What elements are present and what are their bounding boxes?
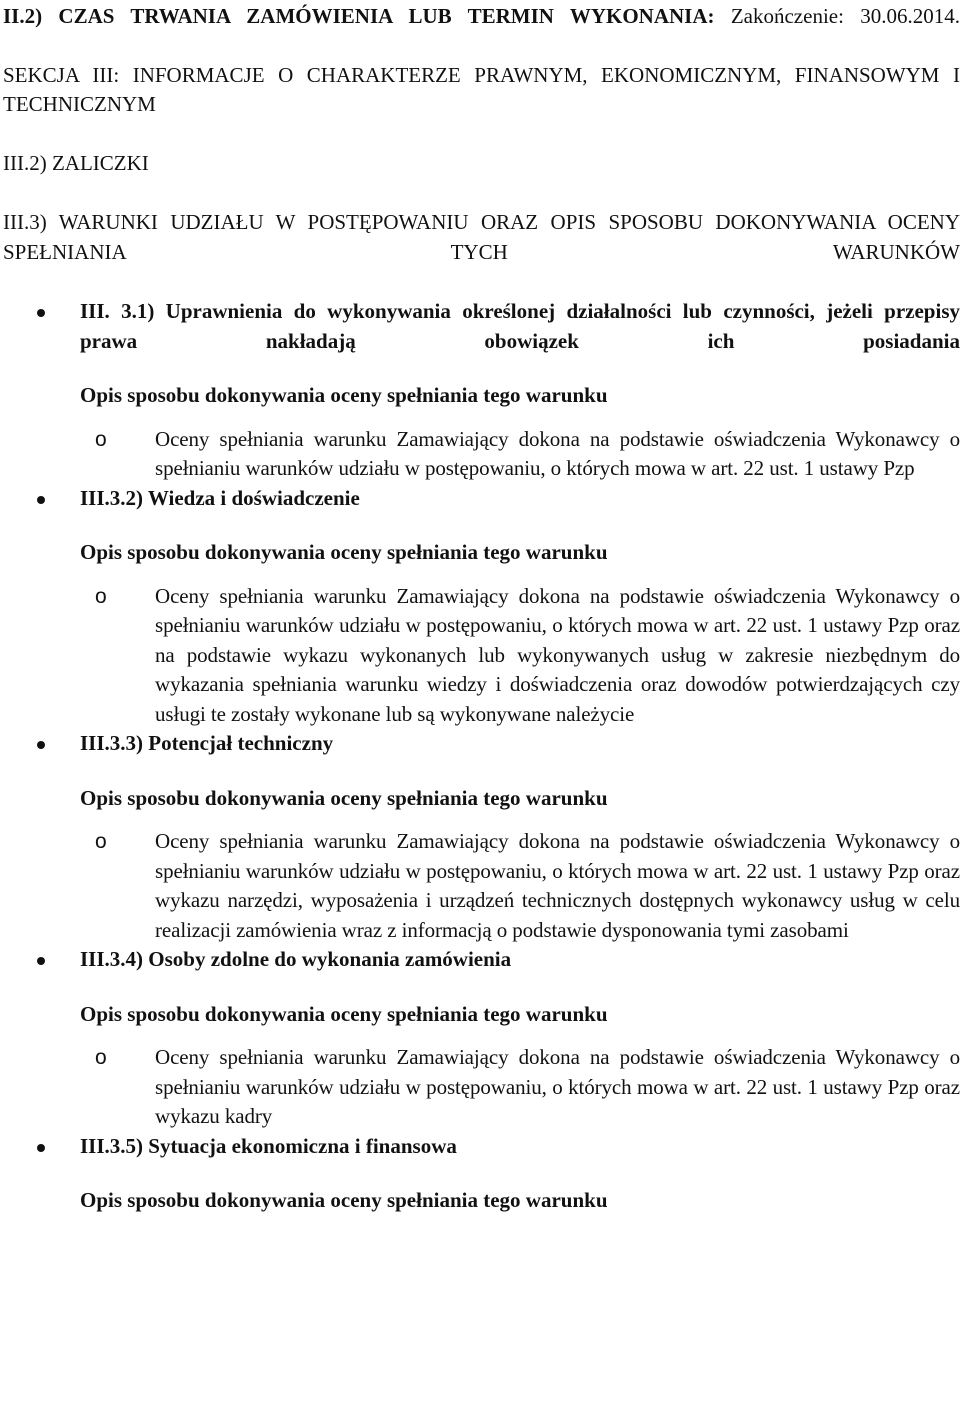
condition-title: III.3.4) Osoby zdolne do wykonania zamówienia — [80, 947, 512, 971]
assessment-item — [3, 582, 960, 730]
assessment-heading: Opis sposobu dokonywania oceny spełniania tego warunku — [80, 785, 608, 810]
bullet-marker — [37, 309, 45, 317]
assessment-heading: Opis sposobu dokonywania oceny spełniania tego warunku — [80, 383, 608, 407]
condition-item — [3, 484, 960, 730]
sub-bullet-marker: o — [95, 427, 107, 451]
section-ii2-label: II.2) CZAS TRWANIA ZAMÓWIENIA LUB TERMIN WYKONANIA: — [3, 4, 715, 28]
condition-item — [3, 297, 960, 484]
assessment-item — [3, 827, 960, 945]
section-iii2-heading: III.2) ZALICZKI — [3, 150, 149, 175]
sub-bullet-marker: o — [95, 584, 107, 608]
bullet-marker — [37, 957, 45, 965]
assessment-item — [3, 1043, 960, 1132]
conditions-list — [3, 297, 960, 1216]
assessment-list — [3, 582, 960, 730]
bullet-marker — [37, 1144, 45, 1152]
assessment-text: Oceny spełniania warunku Zamawiający dokona na podstawie oświadczenia Wykonawcy o spełnianiu warunków udziału w postępowaniu, o których mowa w art. 22 ust. 1 ustawy Pzp oraz na podstawie wykazu wykonanych lub wykonywanych usług w zakresie niezbędnym do wykazania spełniania warunku wiedzy i doświadczenia oraz dowodów potwierdzających czy usługi te zostały wykonane lub są wykonywane należycie — [155, 583, 960, 726]
section-ii2-value: Zakończenie: 30.06.2014. — [714, 4, 960, 28]
section-iii3-heading: III.3) WARUNKI UDZIAŁU W POSTĘPOWANIU ORAZ OPIS SPOSOBU DOKONYWANIA OCENY SPEŁNIANIA TYCH WARUNKÓW — [3, 210, 960, 264]
bullet-marker — [37, 496, 45, 504]
section-ii2 — [3, 2, 960, 32]
condition-title: III.3.2) Wiedza i doświadczenie — [80, 485, 360, 510]
condition-item — [3, 729, 960, 945]
bullet-marker — [37, 741, 45, 749]
condition-item — [3, 1132, 960, 1216]
sub-bullet-marker: o — [95, 1046, 107, 1069]
assessment-list — [3, 1043, 960, 1132]
assessment-list — [3, 425, 960, 484]
section-iii-heading: SEKCJA III: INFORMACJE O CHARAKTERZE PRAWNYM, EKONOMICZNYM, FINANSOWYM I TECHNICZNYM — [3, 62, 960, 116]
assessment-list — [3, 827, 960, 945]
condition-title: III.3.3) Potencjał techniczny — [80, 731, 334, 755]
assessment-text: Oceny spełniania warunku Zamawiający dokona na podstawie oświadczenia Wykonawcy o spełnianiu warunków udziału w postępowaniu, o których mowa w art. 22 ust. 1 ustawy Pzp oraz wykazu kadry — [155, 1045, 960, 1128]
assessment-heading: Opis sposobu dokonywania oceny spełniania tego warunku — [80, 1001, 608, 1026]
condition-title: III. 3.1) Uprawnienia do wykonywania określonej działalności lub czynności, jeżeli przepisy prawa nakładają obowiązek ich posiadania — [80, 299, 960, 353]
sub-bullet-marker: o — [95, 830, 107, 853]
assessment-text: Oceny spełniania warunku Zamawiający dokona na podstawie oświadczenia Wykonawcy o spełnianiu warunków udziału w postępowaniu, o których mowa w art. 22 ust. 1 ustawy Pzp — [155, 426, 960, 480]
assessment-text: Oceny spełniania warunku Zamawiający dokona na podstawie oświadczenia Wykonawcy o spełnianiu warunków udziału w postępowaniu, o których mowa w art. 22 ust. 1 ustawy Pzp oraz wykazu narzędzi, wyposażenia i urządzeń technicznych dostępnych wykonawcy usług w celu realizacji zamówienia wraz z informacją o podstawie dysponowania tymi zasobami — [155, 829, 960, 942]
assessment-heading: Opis sposobu dokonywania oceny spełniania tego warunku — [80, 1188, 608, 1212]
condition-item — [3, 945, 960, 1132]
assessment-heading: Opis sposobu dokonywania oceny spełniania tego warunku — [80, 540, 608, 564]
condition-title: III.3.5) Sytuacja ekonomiczna i finansowa — [80, 1133, 457, 1158]
assessment-item — [3, 425, 960, 484]
